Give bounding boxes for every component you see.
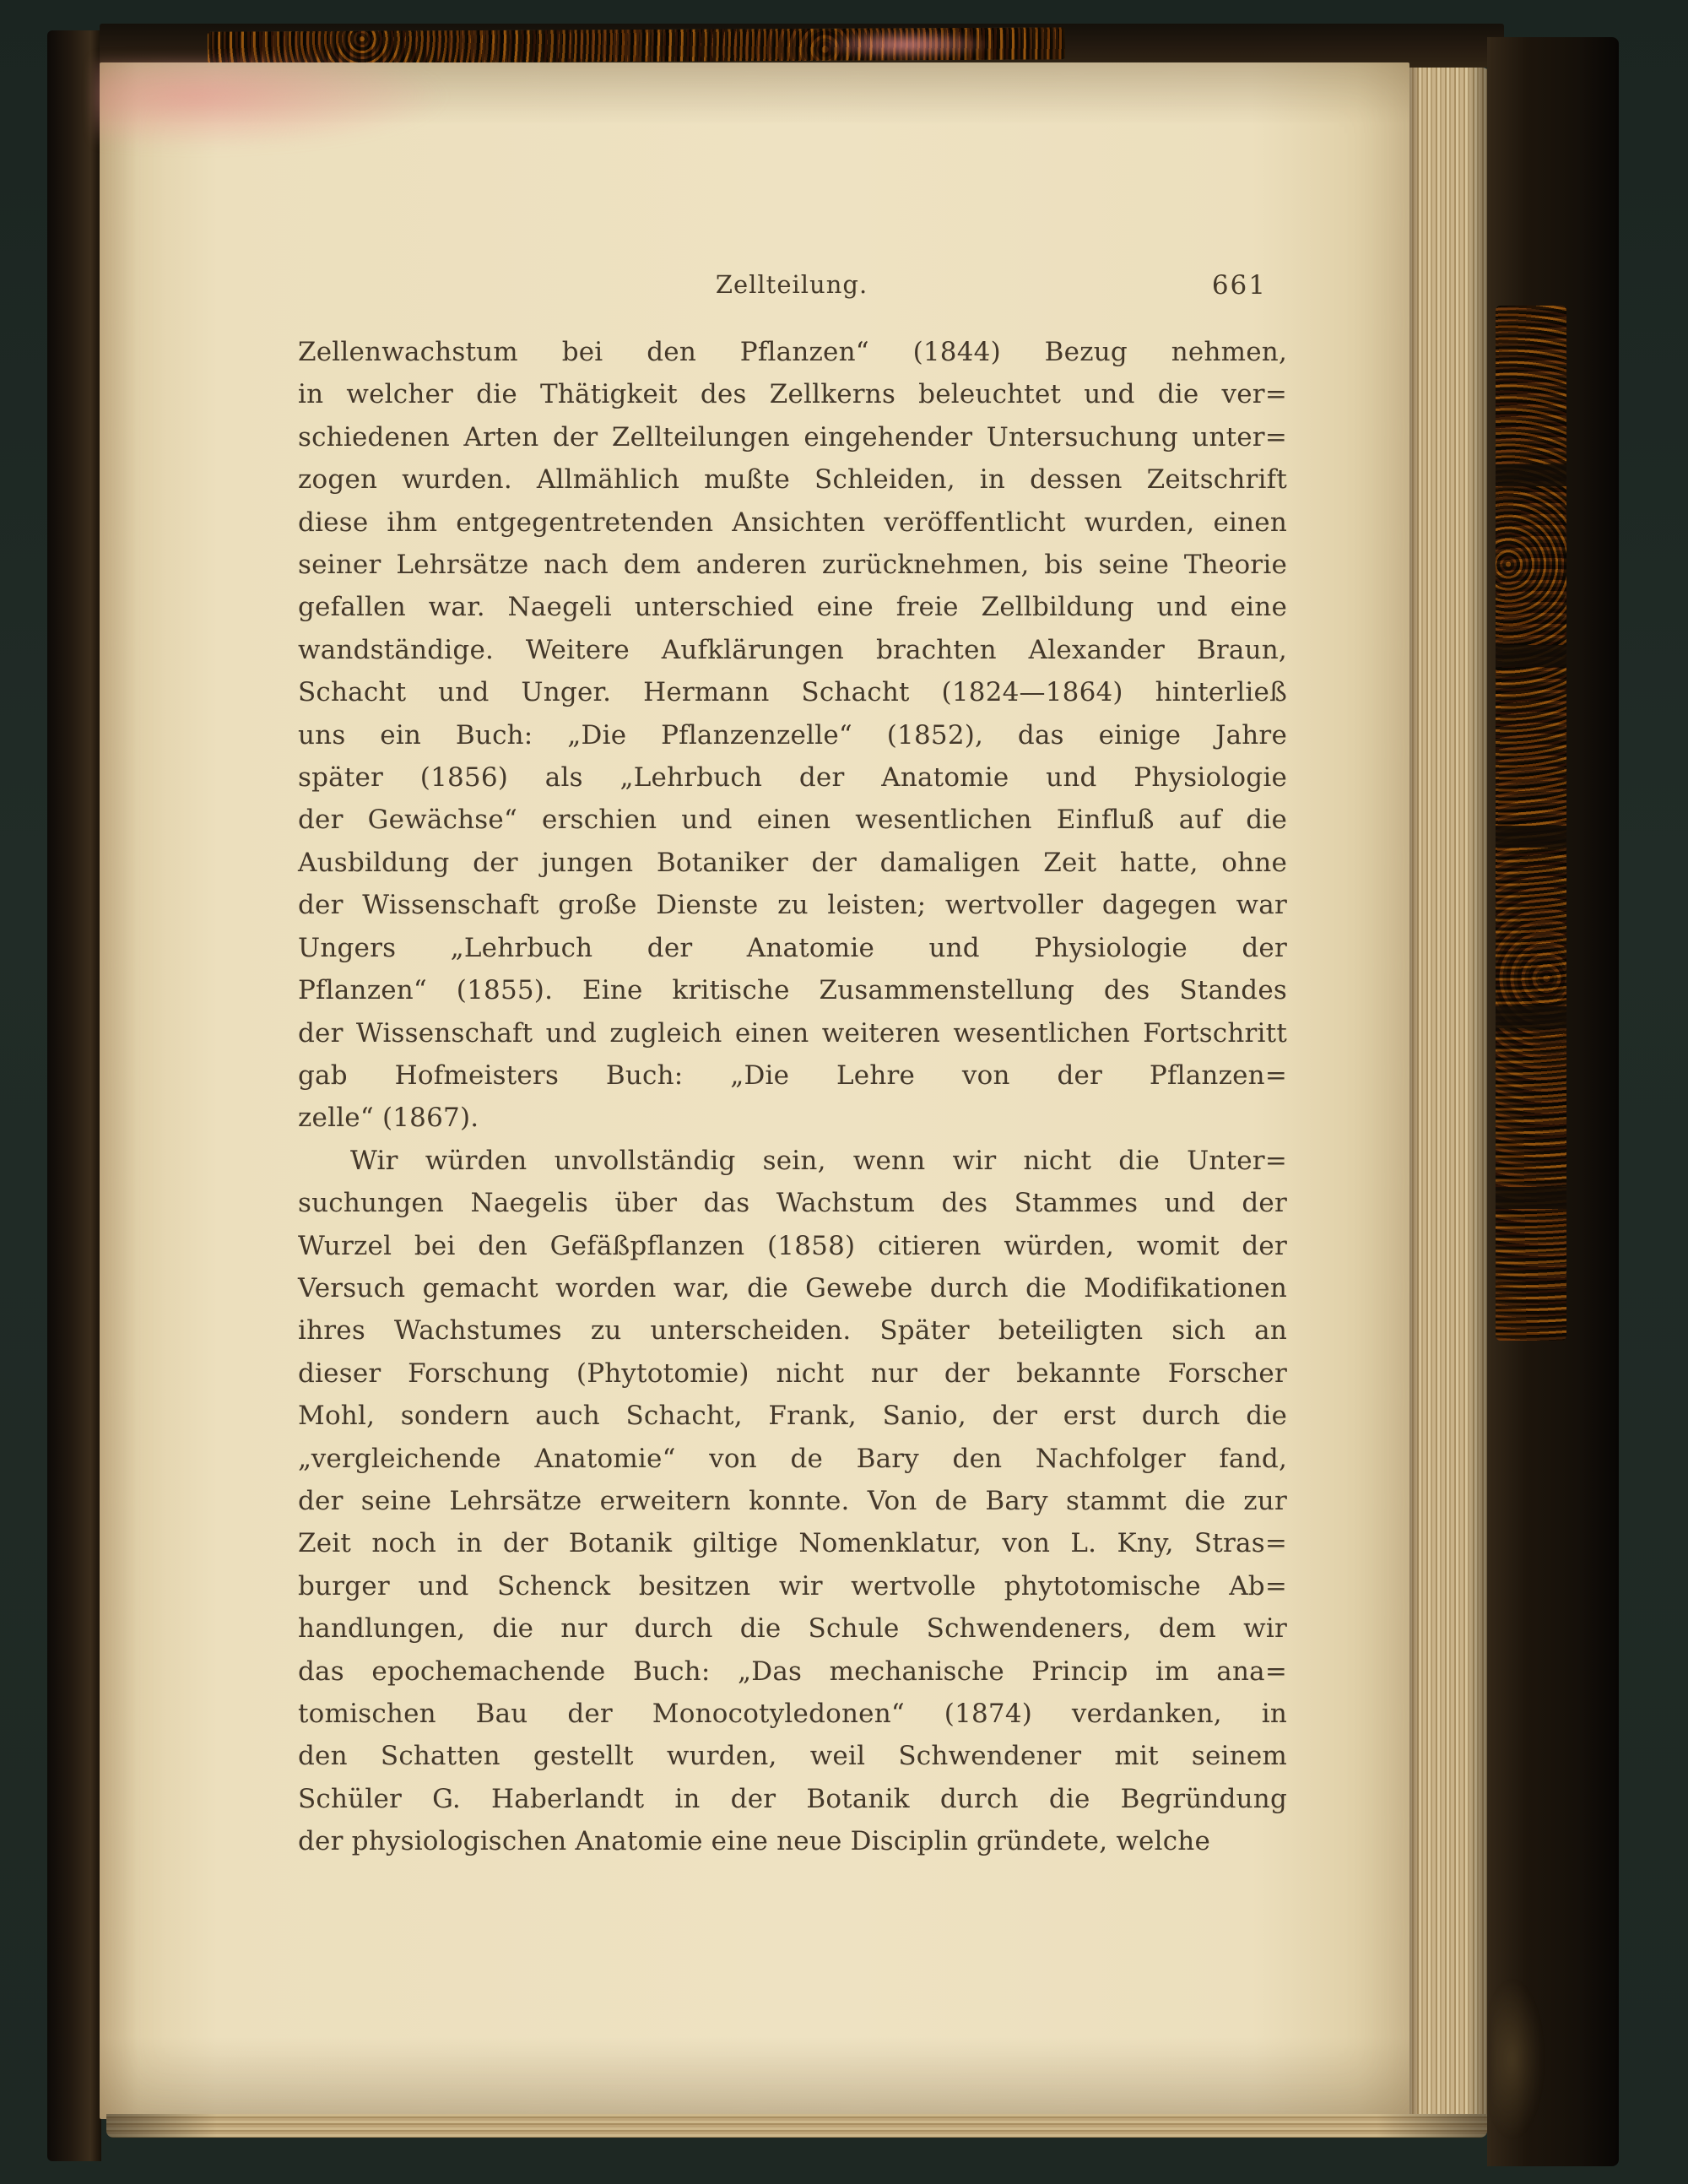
text-line: Versuch gemacht worden war, die Gewebe durch die Modifikationen xyxy=(298,1272,1287,1303)
text-line: burger und Schenck besitzen wir wertvolle phytotomische Ab= xyxy=(298,1570,1287,1601)
text-line: der physiologischen Anatomie eine neue Disciplin gründete, welche xyxy=(298,1826,1210,1857)
text-line: das epochemachende Buch: „Das mechanische Princip im ana= xyxy=(298,1656,1287,1687)
page-bottom-edge xyxy=(106,2114,1487,2138)
paragraph xyxy=(298,331,1287,1140)
text-line: Pflanzen“ (1855). Eine kritische Zusammenstellung des Standes xyxy=(298,975,1287,1006)
book-binding-left xyxy=(47,30,101,2161)
text-line: Mohl, sondern auch Schacht, Frank, Sanio, der erst durch die xyxy=(298,1401,1287,1432)
text-line: der seine Lehrsätze erweitern konnte. Von de Bary stammt die zur xyxy=(298,1485,1287,1516)
text-line: uns ein Buch: „Die Pflanzenzelle“ (1852), das einige Jahre xyxy=(298,719,1287,751)
text-line: der Wissenschaft große Dienste zu leisten; wertvoller dagegen war xyxy=(298,890,1287,921)
text-line: in welcher die Thätigkeit des Zellkerns beleuchtet und die ver= xyxy=(298,379,1287,410)
text-line: Ungers „Lehrbuch der Anatomie und Physiologie der xyxy=(298,932,1287,963)
book-page xyxy=(100,62,1409,2119)
text-line: der Gewächse“ erschien und einen wesentlichen Einfluß auf die xyxy=(298,805,1287,836)
text-line: gefallen war. Naegeli unterschied eine freie Zellbildung und eine xyxy=(298,592,1287,623)
text-line: seiner Lehrsätze nach dem anderen zurücknehmen, bis seine Theorie xyxy=(298,550,1287,581)
book-top-edge xyxy=(100,24,1504,68)
text-line: dieser Forschung (Phytotomie) nicht nur der bekannte Forscher xyxy=(298,1358,1287,1389)
text-line: schiedenen Arten der Zellteilungen eingehender Untersuchung unter= xyxy=(298,421,1287,453)
text-line: suchungen Naegelis über das Wachstum des Stammes und der xyxy=(298,1188,1287,1219)
marble-strip-breaks xyxy=(1496,306,1566,1341)
pink-stain-top xyxy=(817,30,994,59)
text-line: Schüler G. Haberlandt in der Botanik durch die Begründung xyxy=(298,1783,1287,1814)
text-line: handlungen, die nur durch die Schule Schwendeners, dem wir xyxy=(298,1613,1287,1645)
page-number: 661 xyxy=(1211,270,1267,301)
text-line: Zellenwachstum bei den Pflanzen“ (1844) Bezug nehmen, xyxy=(298,337,1287,367)
text-line: Schacht und Unger. Hermann Schacht (1824—1864) hinterließ xyxy=(298,677,1287,708)
text-line: zelle“ (1867). xyxy=(298,1103,479,1134)
text-line: zogen wurden. Allmählich mußte Schleiden, in dessen Zeitschrift xyxy=(298,464,1287,496)
paragraph xyxy=(298,1140,1287,1863)
pink-stain-corner xyxy=(95,59,457,152)
text-line: Wir würden unvollständig sein, wenn wir nicht die Unter= xyxy=(350,1145,1287,1176)
page-header xyxy=(298,270,1285,306)
text-line: Zeit noch in der Botanik giltige Nomenklatur, von L. Kny, Stras= xyxy=(298,1528,1287,1559)
marbled-paper-strip xyxy=(1496,306,1566,1341)
text-line: Ausbildung der jungen Botaniker der damaligen Zeit hatte, ohne xyxy=(298,847,1287,878)
page-text xyxy=(298,331,1287,1863)
text-line: „vergleichende Anatomie“ von de Bary den Nachfolger fand, xyxy=(298,1443,1287,1474)
text-line: diese ihm entgegentretenden Ansichten veröffentlicht wurden, einen xyxy=(298,507,1287,538)
running-header: Zellteilung. xyxy=(715,270,868,299)
text-line: Wurzel bei den Gefäßpflanzen (1858) citieren würden, womit der xyxy=(298,1230,1287,1261)
book-cover-right xyxy=(1487,37,1619,2166)
text-line: der Wissenschaft und zugleich einen weiteren wesentlichen Fortschritt xyxy=(298,1017,1287,1049)
cover-highlight xyxy=(1492,1979,1543,2139)
text-line: später (1856) als „Lehrbuch der Anatomie und Physiologie xyxy=(298,762,1287,794)
text-line: ihres Wachstumes zu unterscheiden. Später beteiligten sich an xyxy=(298,1315,1287,1347)
text-line: gab Hofmeisters Buch: „Die Lehre von der Pflanzen= xyxy=(298,1059,1287,1091)
text-line: den Schatten gestellt wurden, weil Schwendener mit seinem xyxy=(298,1741,1287,1772)
page-fore-edge xyxy=(1409,68,1491,2117)
text-line: wandständige. Weitere Aufklärungen brachten Alexander Braun, xyxy=(298,634,1287,665)
text-line: tomischen Bau der Monocotyledonen“ (1874) verdanken, in xyxy=(298,1699,1287,1729)
